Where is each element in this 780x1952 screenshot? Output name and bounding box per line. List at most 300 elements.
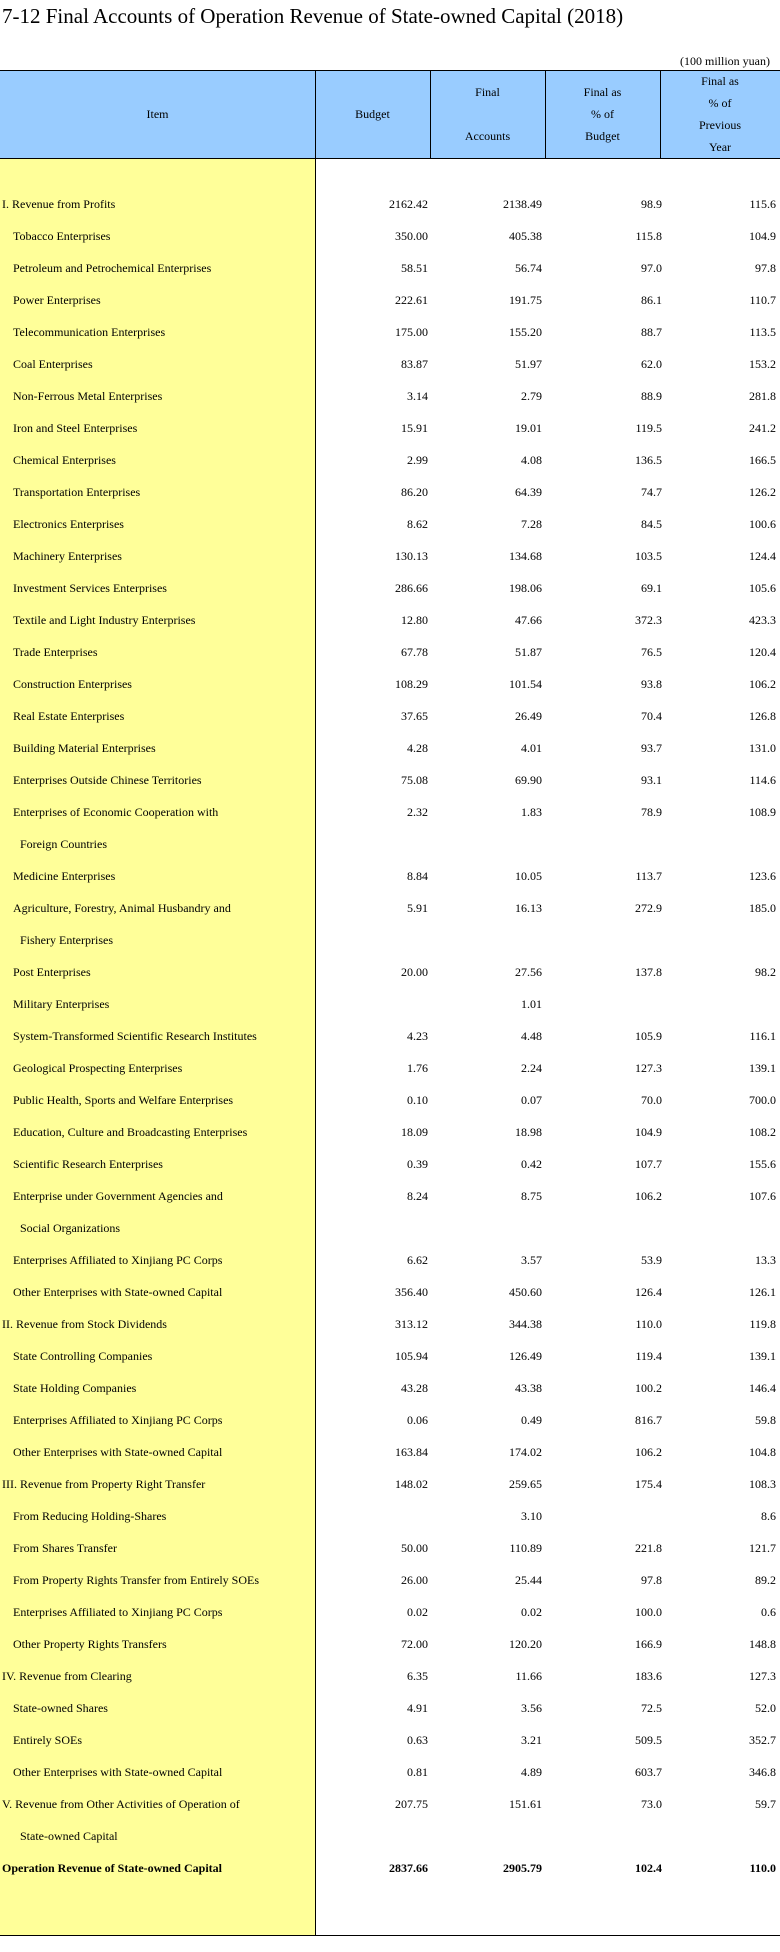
table-row bbox=[0, 350, 780, 382]
row-item-label: Medicine Enterprises bbox=[13, 869, 116, 883]
table-row bbox=[0, 478, 780, 510]
row-final-accounts-value: 2.24 bbox=[521, 1061, 542, 1075]
table-row bbox=[0, 1278, 780, 1310]
row-budget-value: 356.40 bbox=[395, 1285, 428, 1299]
row-item-label: Enterprises of Economic Cooperation with bbox=[13, 805, 219, 819]
row-pct-budget-value: 127.3 bbox=[635, 1061, 662, 1075]
row-pct-previous-year-value: 106.2 bbox=[749, 677, 776, 691]
row-pct-previous-year-value: 119.8 bbox=[749, 1317, 776, 1331]
row-pct-previous-year-value: 139.1 bbox=[749, 1349, 776, 1363]
row-pct-previous-year-value: 700.0 bbox=[749, 1093, 776, 1107]
row-pct-budget-value: 175.4 bbox=[635, 1477, 662, 1491]
row-pct-budget-value: 272.9 bbox=[635, 901, 662, 915]
row-pct-budget-value: 70.0 bbox=[641, 1093, 662, 1107]
row-final-accounts-value: 134.68 bbox=[509, 549, 542, 563]
row-item-label: Social Organizations bbox=[20, 1221, 121, 1235]
row-budget-value: 0.63 bbox=[407, 1733, 428, 1747]
table-row bbox=[0, 382, 780, 414]
row-final-accounts-value: 8.75 bbox=[521, 1189, 542, 1203]
row-pct-previous-year-value: 59.8 bbox=[755, 1413, 776, 1427]
row-pct-budget-value: 74.7 bbox=[641, 485, 662, 499]
row-final-accounts-value: 344.38 bbox=[509, 1317, 542, 1331]
row-pct-budget-value: 72.5 bbox=[641, 1701, 662, 1715]
row-pct-previous-year-value: 105.6 bbox=[749, 581, 776, 595]
row-final-accounts-value: 43.38 bbox=[515, 1381, 542, 1395]
row-budget-value: 3.14 bbox=[407, 389, 428, 403]
table-row bbox=[0, 734, 780, 766]
row-final-accounts-value: 2.79 bbox=[521, 389, 542, 403]
table-row bbox=[0, 766, 780, 798]
table-row bbox=[0, 830, 780, 862]
row-budget-value: 286.66 bbox=[395, 581, 428, 595]
row-item-label: Building Material Enterprises bbox=[13, 741, 156, 755]
header-divider-2 bbox=[545, 70, 546, 158]
row-final-accounts-value: 51.87 bbox=[515, 645, 542, 659]
row-budget-value: 163.84 bbox=[395, 1445, 428, 1459]
table-row bbox=[0, 446, 780, 478]
row-final-accounts-value: 11.66 bbox=[515, 1669, 542, 1683]
row-item-label: Other Enterprises with State-owned Capital bbox=[13, 1765, 223, 1779]
row-pct-previous-year-value: 166.5 bbox=[749, 453, 776, 467]
table-row bbox=[0, 990, 780, 1022]
row-pct-budget-value: 102.4 bbox=[635, 1861, 662, 1875]
row-final-accounts-value: 10.05 bbox=[515, 869, 542, 883]
row-item-label: Operation Revenue of State-owned Capital bbox=[2, 1861, 222, 1875]
row-item-label: Iron and Steel Enterprises bbox=[13, 421, 138, 435]
row-item-label: Tobacco Enterprises bbox=[13, 229, 111, 243]
row-budget-value: 86.20 bbox=[401, 485, 428, 499]
row-pct-previous-year-value: 108.3 bbox=[749, 1477, 776, 1491]
row-pct-previous-year-value: 127.3 bbox=[749, 1669, 776, 1683]
row-pct-budget-value: 103.5 bbox=[635, 549, 662, 563]
row-budget-value: 67.78 bbox=[401, 645, 428, 659]
row-pct-budget-value: 70.4 bbox=[641, 709, 662, 723]
row-budget-value: 2.99 bbox=[407, 453, 428, 467]
row-budget-value: 130.13 bbox=[395, 549, 428, 563]
row-budget-value: 43.28 bbox=[401, 1381, 428, 1395]
table-row bbox=[0, 638, 780, 670]
row-final-accounts-value: 1.01 bbox=[521, 997, 542, 1011]
header-budget bbox=[315, 70, 430, 158]
header-budget-label: Budget bbox=[355, 107, 390, 121]
table-row bbox=[0, 318, 780, 350]
row-item-label: Coal Enterprises bbox=[13, 357, 93, 371]
row-pct-previous-year-value: 131.0 bbox=[749, 741, 776, 755]
row-pct-previous-year-value: 126.1 bbox=[749, 1285, 776, 1299]
row-pct-previous-year-value: 123.6 bbox=[749, 869, 776, 883]
row-budget-value: 15.91 bbox=[401, 421, 428, 435]
row-final-accounts-value: 19.01 bbox=[515, 421, 542, 435]
row-pct-previous-year-value: 148.8 bbox=[749, 1637, 776, 1651]
row-final-accounts-value: 4.89 bbox=[521, 1765, 542, 1779]
row-pct-budget-value: 88.7 bbox=[641, 325, 662, 339]
row-pct-budget-value: 53.9 bbox=[641, 1253, 662, 1267]
row-item-label: Public Health, Sports and Welfare Enterprises bbox=[13, 1093, 234, 1107]
table-row bbox=[0, 222, 780, 254]
row-final-accounts-value: 47.66 bbox=[515, 613, 542, 627]
table-row bbox=[0, 1086, 780, 1118]
row-item-label: V. Revenue from Other Activities of Operation of bbox=[2, 1797, 240, 1811]
row-final-accounts-value: 7.28 bbox=[521, 517, 542, 531]
row-pct-previous-year-value: 124.4 bbox=[749, 549, 776, 563]
row-item-label: Enterprises Outside Chinese Territories bbox=[13, 773, 202, 787]
row-pct-budget-value: 137.8 bbox=[635, 965, 662, 979]
table-row bbox=[0, 1438, 780, 1470]
table-row bbox=[0, 1054, 780, 1086]
header-bottom-border bbox=[0, 158, 780, 159]
row-item-label: Telecommunication Enterprises bbox=[13, 325, 166, 339]
row-item-label: I. Revenue from Profits bbox=[2, 197, 116, 211]
header-pct-prev-line2: % of bbox=[708, 96, 732, 110]
row-pct-budget-value: 106.2 bbox=[635, 1189, 662, 1203]
row-pct-budget-value: 100.2 bbox=[635, 1381, 662, 1395]
table-row bbox=[0, 190, 780, 222]
row-item-label: Construction Enterprises bbox=[13, 677, 132, 691]
row-pct-budget-value: 76.5 bbox=[641, 645, 662, 659]
row-budget-value: 5.91 bbox=[407, 901, 428, 915]
row-pct-previous-year-value: 185.0 bbox=[749, 901, 776, 915]
table-row bbox=[0, 1214, 780, 1246]
row-item-label: Enterprises Affiliated to Xinjiang PC Corps bbox=[13, 1413, 223, 1427]
revenue-table bbox=[0, 70, 780, 1936]
row-pct-previous-year-value: 100.6 bbox=[749, 517, 776, 531]
row-final-accounts-value: 2138.49 bbox=[503, 197, 542, 211]
table-row bbox=[0, 670, 780, 702]
row-item-label: System-Transformed Scientific Research Institutes bbox=[13, 1029, 257, 1043]
table-row bbox=[0, 1502, 780, 1534]
row-pct-budget-value: 221.8 bbox=[635, 1541, 662, 1555]
row-item-label: Enterprise under Government Agencies and bbox=[13, 1189, 223, 1203]
row-item-label: Enterprises Affiliated to Xinjiang PC Corps bbox=[13, 1605, 223, 1619]
table-row bbox=[0, 894, 780, 926]
row-pct-budget-value: 97.8 bbox=[641, 1573, 662, 1587]
row-budget-value: 26.00 bbox=[401, 1573, 428, 1587]
unit-note: (100 million yuan) bbox=[680, 54, 770, 68]
row-item-label: Non-Ferrous Metal Enterprises bbox=[13, 389, 163, 403]
row-item-label: Other Enterprises with State-owned Capital bbox=[13, 1445, 223, 1459]
table-body bbox=[0, 190, 780, 1886]
row-final-accounts-value: 0.49 bbox=[521, 1413, 542, 1427]
table-row bbox=[0, 414, 780, 446]
row-final-accounts-value: 120.20 bbox=[509, 1637, 542, 1651]
row-pct-previous-year-value: 281.8 bbox=[749, 389, 776, 403]
row-pct-previous-year-value: 0.6 bbox=[761, 1605, 776, 1619]
row-final-accounts-value: 151.61 bbox=[509, 1797, 542, 1811]
row-pct-previous-year-value: 114.6 bbox=[749, 773, 776, 787]
row-final-accounts-value: 69.90 bbox=[515, 773, 542, 787]
row-final-accounts-value: 0.07 bbox=[521, 1093, 542, 1107]
row-pct-previous-year-value: 116.1 bbox=[749, 1029, 776, 1043]
row-pct-previous-year-value: 98.2 bbox=[755, 965, 776, 979]
row-pct-previous-year-value: 107.6 bbox=[749, 1189, 776, 1203]
row-final-accounts-value: 110.89 bbox=[509, 1541, 542, 1555]
row-item-label: Chemical Enterprises bbox=[13, 453, 116, 467]
header-pct-budget-line1: Final as bbox=[583, 85, 622, 99]
row-pct-previous-year-value: 110.7 bbox=[749, 293, 776, 307]
row-pct-budget-value: 105.9 bbox=[635, 1029, 662, 1043]
row-pct-previous-year-value: 346.8 bbox=[749, 1765, 776, 1779]
row-item-label: IV. Revenue from Clearing bbox=[2, 1669, 132, 1683]
table-row bbox=[0, 702, 780, 734]
row-budget-value: 8.62 bbox=[407, 517, 428, 531]
row-pct-budget-value: 93.1 bbox=[641, 773, 662, 787]
row-pct-budget-value: 100.0 bbox=[635, 1605, 662, 1619]
table-row bbox=[0, 1790, 780, 1822]
row-item-label: Electronics Enterprises bbox=[13, 517, 124, 531]
table-row bbox=[0, 1374, 780, 1406]
header-pct-prev-line3: Previous bbox=[699, 118, 741, 132]
row-final-accounts-value: 2905.79 bbox=[503, 1861, 542, 1875]
table-bottom-border bbox=[0, 1935, 780, 1936]
table-row bbox=[0, 1118, 780, 1150]
row-pct-previous-year-value: 153.2 bbox=[749, 357, 776, 371]
row-pct-budget-value: 509.5 bbox=[635, 1733, 662, 1747]
row-final-accounts-value: 191.75 bbox=[509, 293, 542, 307]
row-pct-previous-year-value: 104.8 bbox=[749, 1445, 776, 1459]
row-pct-budget-value: 183.6 bbox=[635, 1669, 662, 1683]
header-pct-budget bbox=[545, 70, 660, 158]
row-final-accounts-value: 25.44 bbox=[515, 1573, 542, 1587]
row-budget-value: 18.09 bbox=[401, 1125, 428, 1139]
row-final-accounts-value: 51.97 bbox=[515, 357, 542, 371]
row-item-label: Post Enterprises bbox=[13, 965, 91, 979]
header-divider-1 bbox=[430, 70, 431, 158]
table-row bbox=[0, 1726, 780, 1758]
row-pct-previous-year-value: 423.3 bbox=[749, 613, 776, 627]
row-final-accounts-value: 4.01 bbox=[521, 741, 542, 755]
row-final-accounts-value: 101.54 bbox=[509, 677, 542, 691]
row-pct-previous-year-value: 104.9 bbox=[749, 229, 776, 243]
row-budget-value: 108.29 bbox=[395, 677, 428, 691]
row-budget-value: 58.51 bbox=[401, 261, 428, 275]
table-row bbox=[0, 1662, 780, 1694]
header-pct-previous-year bbox=[660, 70, 780, 158]
table-row bbox=[0, 574, 780, 606]
row-budget-value: 1.76 bbox=[407, 1061, 428, 1075]
row-pct-previous-year-value: 155.6 bbox=[749, 1157, 776, 1171]
row-pct-budget-value: 73.0 bbox=[641, 1797, 662, 1811]
row-pct-previous-year-value: 52.0 bbox=[755, 1701, 776, 1715]
row-item-label: From Shares Transfer bbox=[13, 1541, 117, 1555]
table-row bbox=[0, 1342, 780, 1374]
row-final-accounts-value: 3.56 bbox=[521, 1701, 542, 1715]
table-row bbox=[0, 1598, 780, 1630]
row-budget-value: 50.00 bbox=[401, 1541, 428, 1555]
row-pct-previous-year-value: 121.7 bbox=[749, 1541, 776, 1555]
row-pct-budget-value: 62.0 bbox=[641, 357, 662, 371]
row-item-label: Textile and Light Industry Enterprises bbox=[13, 613, 196, 627]
table-row bbox=[0, 1310, 780, 1342]
row-item-label: Education, Culture and Broadcasting Enterprises bbox=[13, 1125, 248, 1139]
row-final-accounts-value: 26.49 bbox=[515, 709, 542, 723]
table-row bbox=[0, 1246, 780, 1278]
row-final-accounts-value: 0.42 bbox=[521, 1157, 542, 1171]
row-item-label: Geological Prospecting Enterprises bbox=[13, 1061, 183, 1075]
row-item-label: From Property Rights Transfer from Entirely SOEs bbox=[13, 1573, 259, 1587]
row-item-label: Trade Enterprises bbox=[13, 645, 98, 659]
row-pct-budget-value: 106.2 bbox=[635, 1445, 662, 1459]
row-final-accounts-value: 174.02 bbox=[509, 1445, 542, 1459]
row-pct-budget-value: 110.0 bbox=[635, 1317, 662, 1331]
header-pct-budget-line2: % of bbox=[591, 107, 614, 121]
table-row bbox=[0, 1406, 780, 1438]
row-pct-previous-year-value: 139.1 bbox=[749, 1061, 776, 1075]
row-budget-value: 0.10 bbox=[407, 1093, 428, 1107]
header-final-accounts-line2: Accounts bbox=[464, 129, 511, 143]
row-pct-previous-year-value: 126.2 bbox=[749, 485, 776, 499]
header-item bbox=[0, 70, 315, 158]
row-final-accounts-value: 18.98 bbox=[515, 1125, 542, 1139]
row-budget-value: 0.81 bbox=[407, 1765, 428, 1779]
table-row bbox=[0, 286, 780, 318]
row-pct-previous-year-value: 89.2 bbox=[755, 1573, 776, 1587]
row-pct-previous-year-value: 241.2 bbox=[749, 421, 776, 435]
row-budget-value: 2837.66 bbox=[389, 1861, 428, 1875]
row-item-label: State-owned Capital bbox=[20, 1829, 118, 1843]
row-pct-budget-value: 93.8 bbox=[641, 677, 662, 691]
row-final-accounts-value: 3.57 bbox=[521, 1253, 542, 1267]
row-item-label: III. Revenue from Property Right Transfer bbox=[2, 1477, 206, 1491]
table-row bbox=[0, 1566, 780, 1598]
row-pct-previous-year-value: 115.6 bbox=[749, 197, 776, 211]
row-item-label: Enterprises Affiliated to Xinjiang PC Corps bbox=[13, 1253, 223, 1267]
row-budget-value: 222.61 bbox=[395, 293, 428, 307]
row-item-label: Other Property Rights Transfers bbox=[13, 1637, 167, 1651]
row-pct-budget-value: 113.7 bbox=[635, 869, 662, 883]
row-pct-budget-value: 119.4 bbox=[635, 1349, 662, 1363]
table-row bbox=[0, 862, 780, 894]
row-item-label: Foreign Countries bbox=[20, 837, 107, 851]
row-budget-value: 175.00 bbox=[395, 325, 428, 339]
header-pct-prev-line1: Final as bbox=[701, 74, 739, 88]
table-row bbox=[0, 958, 780, 990]
row-final-accounts-value: 0.02 bbox=[521, 1605, 542, 1619]
row-budget-value: 4.28 bbox=[407, 741, 428, 755]
row-item-label: Scientific Research Enterprises bbox=[13, 1157, 163, 1171]
row-pct-previous-year-value: 13.3 bbox=[755, 1253, 776, 1267]
row-pct-previous-year-value: 113.5 bbox=[749, 325, 776, 339]
table-row bbox=[0, 606, 780, 638]
row-budget-value: 0.39 bbox=[407, 1157, 428, 1171]
row-final-accounts-value: 3.21 bbox=[521, 1733, 542, 1747]
table-row bbox=[0, 1470, 780, 1502]
row-budget-value: 37.65 bbox=[401, 709, 428, 723]
header-final-accounts-line1: Final bbox=[475, 85, 500, 99]
row-final-accounts-value: 450.60 bbox=[509, 1285, 542, 1299]
header-pct-prev-line4: Year bbox=[708, 140, 732, 154]
header-final-accounts bbox=[430, 70, 545, 158]
row-budget-value: 350.00 bbox=[395, 229, 428, 243]
row-item-label: State Controlling Companies bbox=[13, 1349, 153, 1363]
row-pct-budget-value: 372.3 bbox=[635, 613, 662, 627]
row-budget-value: 20.00 bbox=[401, 965, 428, 979]
row-pct-budget-value: 603.7 bbox=[635, 1765, 662, 1779]
row-pct-previous-year-value: 59.7 bbox=[755, 1797, 776, 1811]
table-row bbox=[0, 1182, 780, 1214]
table-row bbox=[0, 254, 780, 286]
row-final-accounts-value: 405.38 bbox=[509, 229, 542, 243]
table-row bbox=[0, 510, 780, 542]
row-final-accounts-value: 27.56 bbox=[515, 965, 542, 979]
table-row bbox=[0, 1758, 780, 1790]
row-pct-budget-value: 88.9 bbox=[641, 389, 662, 403]
row-item-label: Petroleum and Petrochemical Enterprises bbox=[13, 261, 212, 275]
row-budget-value: 105.94 bbox=[395, 1349, 428, 1363]
header-item-label: Item bbox=[146, 107, 169, 121]
row-pct-budget-value: 166.9 bbox=[635, 1637, 662, 1651]
row-final-accounts-value: 4.48 bbox=[521, 1029, 542, 1043]
row-pct-budget-value: 126.4 bbox=[635, 1285, 662, 1299]
row-pct-budget-value: 98.9 bbox=[641, 197, 662, 211]
row-item-label: Real Estate Enterprises bbox=[13, 709, 125, 723]
row-final-accounts-value: 155.20 bbox=[509, 325, 542, 339]
row-budget-value: 83.87 bbox=[401, 357, 428, 371]
row-pct-budget-value: 119.5 bbox=[635, 421, 662, 435]
row-pct-budget-value: 816.7 bbox=[635, 1413, 662, 1427]
row-final-accounts-value: 56.74 bbox=[515, 261, 542, 275]
row-budget-value: 4.23 bbox=[407, 1029, 428, 1043]
row-pct-budget-value: 78.9 bbox=[641, 805, 662, 819]
table-row bbox=[0, 1822, 780, 1854]
row-item-label: Military Enterprises bbox=[13, 997, 110, 1011]
row-pct-budget-value: 84.5 bbox=[641, 517, 662, 531]
row-pct-previous-year-value: 108.9 bbox=[749, 805, 776, 819]
row-item-label: From Reducing Holding-Shares bbox=[13, 1509, 167, 1523]
table-top-border bbox=[0, 70, 780, 71]
row-pct-previous-year-value: 108.2 bbox=[749, 1125, 776, 1139]
row-pct-budget-value: 93.7 bbox=[641, 741, 662, 755]
row-pct-budget-value: 97.0 bbox=[641, 261, 662, 275]
row-budget-value: 0.02 bbox=[407, 1605, 428, 1619]
table-title: 7-12 Final Accounts of Operation Revenue of State-owned Capital (2018) bbox=[2, 4, 624, 28]
row-item-label: Fishery Enterprises bbox=[20, 933, 113, 947]
row-budget-value: 8.84 bbox=[407, 869, 428, 883]
row-budget-value: 207.75 bbox=[395, 1797, 428, 1811]
row-pct-previous-year-value: 8.6 bbox=[761, 1509, 776, 1523]
row-budget-value: 6.62 bbox=[407, 1253, 428, 1267]
row-final-accounts-value: 198.06 bbox=[509, 581, 542, 595]
header-pct-budget-line3: Budget bbox=[585, 129, 620, 143]
header-divider-3 bbox=[660, 70, 661, 158]
row-item-label: II. Revenue from Stock Dividends bbox=[2, 1317, 167, 1331]
row-budget-value: 148.02 bbox=[395, 1477, 428, 1491]
table-row bbox=[0, 1150, 780, 1182]
row-pct-previous-year-value: 126.8 bbox=[749, 709, 776, 723]
table-row bbox=[0, 1694, 780, 1726]
row-final-accounts-value: 16.13 bbox=[515, 901, 542, 915]
row-final-accounts-value: 3.10 bbox=[521, 1509, 542, 1523]
row-pct-previous-year-value: 120.4 bbox=[749, 645, 776, 659]
row-item-label: Entirely SOEs bbox=[13, 1733, 82, 1747]
table-row bbox=[0, 1022, 780, 1054]
row-pct-budget-value: 86.1 bbox=[641, 293, 662, 307]
row-pct-previous-year-value: 146.4 bbox=[749, 1381, 776, 1395]
table-row bbox=[0, 1534, 780, 1566]
row-item-label: Transportation Enterprises bbox=[13, 485, 141, 499]
table-row bbox=[0, 1630, 780, 1662]
row-pct-previous-year-value: 110.0 bbox=[749, 1861, 776, 1875]
row-pct-budget-value: 104.9 bbox=[635, 1125, 662, 1139]
row-final-accounts-value: 64.39 bbox=[515, 485, 542, 499]
row-pct-previous-year-value: 97.8 bbox=[755, 261, 776, 275]
row-pct-budget-value: 115.8 bbox=[635, 229, 662, 243]
row-item-label: Machinery Enterprises bbox=[13, 549, 122, 563]
row-pct-previous-year-value: 352.7 bbox=[749, 1733, 776, 1747]
row-item-label: Investment Services Enterprises bbox=[13, 581, 167, 595]
row-final-accounts-value: 259.65 bbox=[509, 1477, 542, 1491]
row-budget-value: 6.35 bbox=[407, 1669, 428, 1683]
row-budget-value: 8.24 bbox=[407, 1189, 428, 1203]
